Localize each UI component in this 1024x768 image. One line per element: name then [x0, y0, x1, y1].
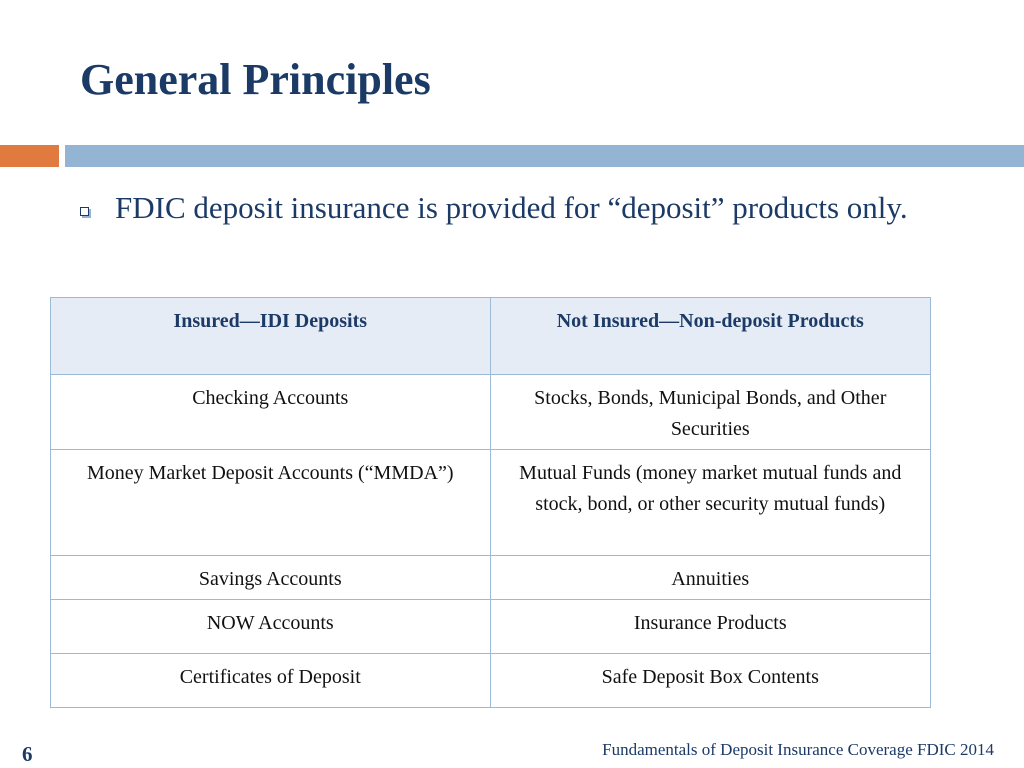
insured-cell: Money Market Deposit Accounts (“MMDA”) — [51, 450, 491, 556]
table-row — [51, 375, 931, 450]
bullet-item — [80, 186, 940, 229]
table-row — [51, 600, 931, 654]
bullet-text: FDIC deposit insurance is provided for “deposit” products only. — [115, 190, 908, 225]
accent-bar-blue — [65, 145, 1024, 167]
deposit-products-table — [50, 297, 931, 708]
footer-text: Fundamentals of Deposit Insurance Coverage FDIC 2014 — [602, 740, 994, 759]
slide-title: General Principles — [80, 55, 431, 104]
insured-cell: Certificates of Deposit — [51, 654, 491, 708]
table-row — [51, 654, 931, 708]
insured-cell: Checking Accounts — [51, 375, 491, 450]
header-insured: Insured—IDI Deposits — [51, 298, 491, 375]
insured-cell: Savings Accounts — [51, 556, 491, 600]
not-insured-cell: Insurance Products — [490, 600, 931, 654]
header-not-insured: Not Insured—Non-deposit Products — [490, 298, 931, 375]
table-row — [51, 450, 931, 556]
page-number: 6 — [22, 742, 33, 766]
not-insured-cell: Annuities — [490, 556, 931, 600]
not-insured-cell: Safe Deposit Box Contents — [490, 654, 931, 708]
table-row — [51, 556, 931, 600]
square-bullet-icon — [80, 207, 89, 216]
insured-cell: NOW Accounts — [51, 600, 491, 654]
table-header-row — [51, 298, 931, 375]
accent-bar-orange — [0, 145, 59, 167]
not-insured-cell: Stocks, Bonds, Municipal Bonds, and Other Securities — [490, 375, 931, 450]
not-insured-cell: Mutual Funds (money market mutual funds and stock, bond, or other security mutual funds) — [490, 450, 931, 556]
